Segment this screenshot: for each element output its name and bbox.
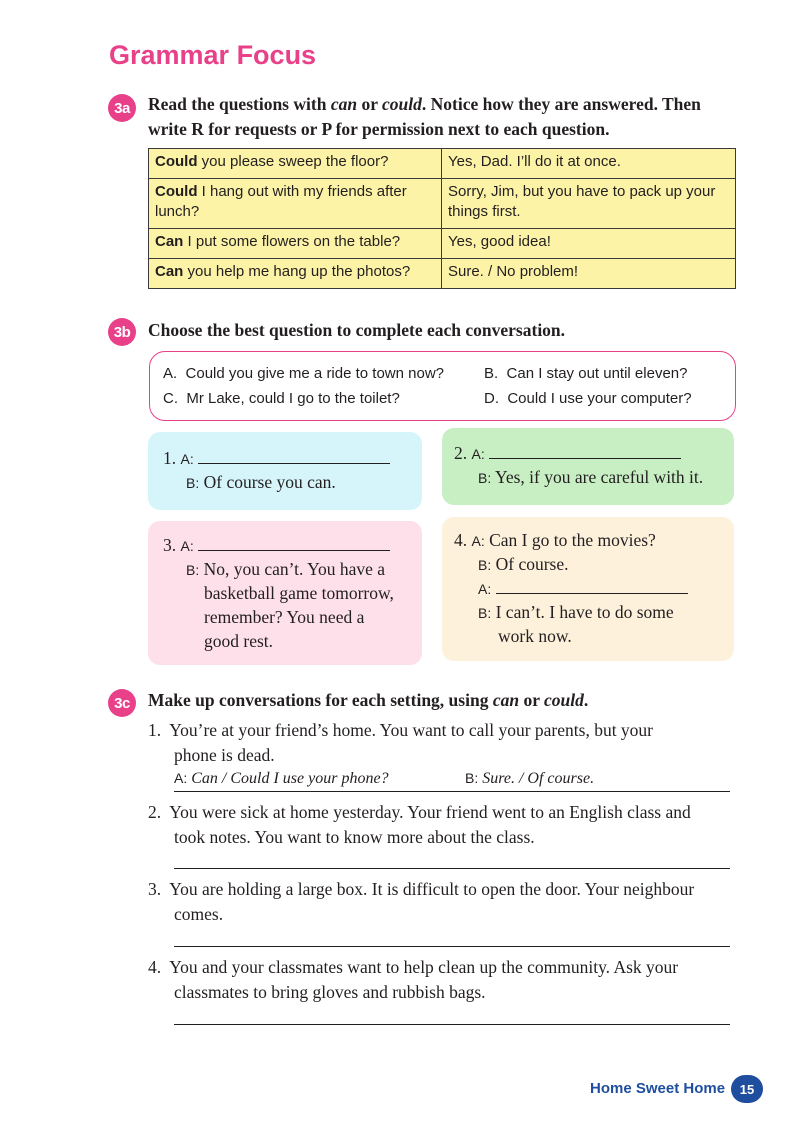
page-title: Grammar Focus xyxy=(109,40,317,70)
question-cell xyxy=(149,259,442,289)
word-could: could xyxy=(382,94,422,114)
task-number: 3. xyxy=(148,879,162,899)
option-text: Could you give me a ride to town now? xyxy=(185,365,445,382)
option-letter: B. xyxy=(484,365,499,382)
speaker-a-label: A: xyxy=(174,770,188,786)
task-4-line1 xyxy=(148,955,678,980)
speaker-a-label: A: xyxy=(471,446,485,462)
dialogue-text: No, you can’t. You have a xyxy=(203,559,386,579)
answer-blank[interactable] xyxy=(198,537,390,551)
card-4-line-b2 xyxy=(478,602,674,623)
speaker-a-label: A: xyxy=(180,451,194,467)
task-4 xyxy=(148,955,678,1005)
example-text: Can / Could I use your phone? xyxy=(191,770,389,787)
options-box xyxy=(149,351,736,421)
card-4-line-b1 xyxy=(478,554,569,575)
unit-title: Home Sweet Home xyxy=(590,1080,726,1097)
conversation-card-4 xyxy=(442,517,734,661)
answer-blank[interactable] xyxy=(496,580,688,594)
modal-word: Can xyxy=(155,263,184,280)
modal-word: Could xyxy=(155,183,198,200)
instruction-text: Make up conversations for each setting, using xyxy=(148,690,493,710)
section-badge-3a: 3a xyxy=(108,94,136,122)
card-3-line-b xyxy=(186,559,385,580)
dialogue-text: Yes, if you are careful with it. xyxy=(494,467,704,487)
option-letter: C. xyxy=(163,390,178,407)
speaker-a-label: A: xyxy=(180,538,194,554)
page-number: 15 xyxy=(731,1075,763,1103)
modal-word: Could xyxy=(155,153,198,170)
section-badge-3c: 3c xyxy=(108,689,136,717)
table-row xyxy=(149,259,736,289)
speaker-a-label: A: xyxy=(471,533,485,549)
section-badge-3b: 3b xyxy=(108,318,136,346)
option-text: Can I stay out until eleven? xyxy=(506,365,688,382)
card-3-line-a xyxy=(163,535,390,556)
grammar-table xyxy=(148,148,736,289)
card-number: 1. xyxy=(163,448,177,468)
card-4-line-a1 xyxy=(454,530,656,551)
instruction-text: Read the questions with xyxy=(148,94,331,114)
dialogue-text: good rest. xyxy=(204,631,274,651)
speaker-b-label: B: xyxy=(478,470,492,486)
instruction-3a-line1 xyxy=(148,92,701,117)
option-letter: A. xyxy=(163,365,178,382)
answer-line-3[interactable] xyxy=(174,946,730,947)
speaker-b-label: B: xyxy=(186,562,200,578)
card-2-line-a xyxy=(454,443,681,464)
instruction-3c xyxy=(148,688,588,713)
task-text: phone is dead. xyxy=(174,745,275,765)
question-text: you help me hang up the photos? xyxy=(183,263,411,280)
answer-line-1[interactable] xyxy=(174,791,730,792)
word-could: could xyxy=(544,690,584,710)
card-number: 3. xyxy=(163,535,177,555)
table-row xyxy=(149,149,736,179)
question-cell xyxy=(149,179,442,229)
card-1-line-a xyxy=(163,448,390,469)
task-2 xyxy=(148,800,691,850)
instruction-text: or xyxy=(519,690,545,710)
dialogue-text: I can’t. I have to do some xyxy=(495,602,674,622)
question-text: I put some flowers on the table? xyxy=(183,233,401,250)
task-1-line1 xyxy=(148,718,653,743)
example-text: Sure. / Of course. xyxy=(482,770,595,787)
task-2-line1 xyxy=(148,800,691,825)
example-answer-a xyxy=(174,770,389,788)
question-cell xyxy=(149,149,442,179)
option-text: Mr Lake, could I go to the toilet? xyxy=(186,390,400,407)
instruction-text: . xyxy=(583,690,589,710)
speaker-b-label: B: xyxy=(478,557,492,573)
task-text: classmates to bring gloves and rubbish bags. xyxy=(174,982,486,1002)
instruction-text: or xyxy=(357,94,383,114)
speaker-b-label: B: xyxy=(465,770,479,786)
option-letter: D. xyxy=(484,390,499,407)
question-cell xyxy=(149,229,442,259)
task-text: You are holding a large box. It is difficult to open the door. Your neighbour xyxy=(169,879,695,899)
answer-cell: Sorry, Jim, but you have to pack up your things first. xyxy=(442,179,736,229)
question-text: you please sweep the floor? xyxy=(197,153,389,170)
answer-cell: Sure. / No problem! xyxy=(442,259,736,289)
answer-cell: Yes, Dad. I’ll do it at once. xyxy=(442,149,736,179)
dialogue-text: Can I go to the movies? xyxy=(489,530,656,550)
dialogue-text: work now. xyxy=(498,626,572,646)
dialogue-text: Of course. xyxy=(495,554,569,574)
answer-line-4[interactable] xyxy=(174,1024,730,1025)
option-c xyxy=(163,390,400,407)
dialogue-text: remember? You need a xyxy=(204,607,365,627)
task-text: comes. xyxy=(174,904,224,924)
speaker-b-label: B: xyxy=(186,475,200,491)
card-number: 2. xyxy=(454,443,468,463)
answer-cell: Yes, good idea! xyxy=(442,229,736,259)
task-number: 2. xyxy=(148,802,162,822)
task-number: 4. xyxy=(148,957,162,977)
table-row xyxy=(149,179,736,229)
task-1 xyxy=(148,718,653,768)
answer-blank[interactable] xyxy=(198,450,390,464)
conversation-card-2 xyxy=(442,428,734,505)
card-2-line-b xyxy=(478,467,703,488)
task-text: You’re at your friend’s home. You want to call your parents, but your xyxy=(169,720,654,740)
table-row xyxy=(149,229,736,259)
task-3 xyxy=(148,877,694,927)
option-text: Could I use your computer? xyxy=(507,390,692,407)
instruction-3b: Choose the best question to complete each conversation. xyxy=(148,320,566,340)
card-4-line-a2 xyxy=(478,578,688,599)
dialogue-text: basketball game tomorrow, xyxy=(204,583,394,603)
answer-line-2[interactable] xyxy=(174,868,730,869)
option-d xyxy=(484,390,692,407)
answer-blank[interactable] xyxy=(489,445,681,459)
option-a xyxy=(163,365,444,382)
word-can: can xyxy=(330,94,358,114)
conversation-card-3 xyxy=(148,521,422,665)
instruction-text: . Notice how they are answered. Then xyxy=(421,94,701,114)
word-can: can xyxy=(492,690,520,710)
question-text: I hang out with my friends after lunch? xyxy=(155,183,407,220)
conversation-card-1 xyxy=(148,432,422,510)
card-number: 4. xyxy=(454,530,468,550)
option-b xyxy=(484,365,687,382)
task-text: You and your classmates want to help clean up the community. Ask your xyxy=(169,957,679,977)
speaker-a-label: A: xyxy=(478,581,492,597)
modal-word: Can xyxy=(155,233,184,250)
instruction-3a xyxy=(148,92,701,142)
task-3-line1 xyxy=(148,877,694,902)
task-text: You were sick at home yesterday. Your friend went to an English class and xyxy=(169,802,691,822)
speaker-b-label: B: xyxy=(478,605,492,621)
card-1-line-b xyxy=(186,472,336,493)
task-text: took notes. You want to know more about the class. xyxy=(174,827,535,847)
task-number: 1. xyxy=(148,720,162,740)
dialogue-text: Of course you can. xyxy=(203,472,336,492)
example-answer-b xyxy=(465,770,594,788)
instruction-3a-line2: write R for requests or P for permission next to each question. xyxy=(148,119,610,139)
